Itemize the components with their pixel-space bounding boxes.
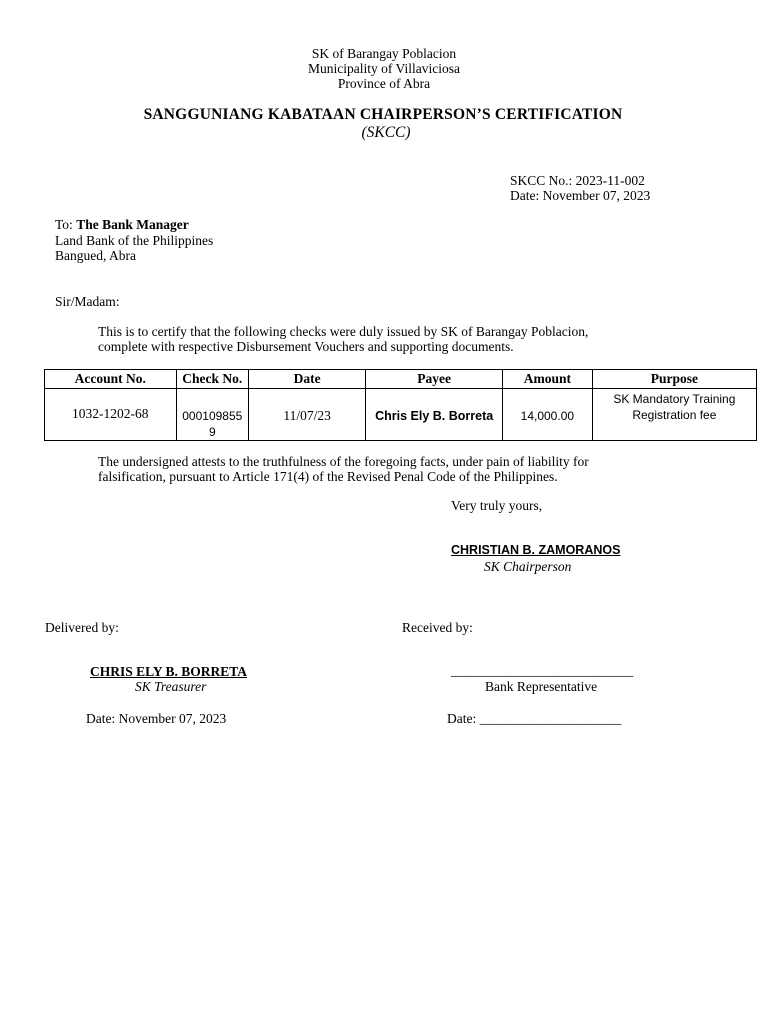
cell-date: [249, 389, 366, 441]
check-no-line-2: 9: [208, 425, 216, 439]
addressee-name: The Bank Manager: [76, 217, 189, 232]
addressee-location: Bangued, Abra: [55, 248, 136, 263]
purpose-line-2: Registration fee: [632, 408, 717, 422]
col-account-no: Account No.: [45, 370, 177, 389]
received-date: Date: _____________________: [447, 711, 622, 726]
salutation: Sir/Madam:: [55, 294, 120, 309]
municipality: Municipality of Villaviciosa: [308, 61, 460, 76]
signatory-name: CHRISTIAN B. ZAMORANOS: [451, 543, 621, 557]
col-amount: Amount: [502, 370, 592, 389]
document-title: SANGGUNIANG KABATAAN CHAIRPERSON’S CERTIFICATION: [143, 106, 623, 123]
document-subtitle: (SKCC): [361, 124, 411, 141]
table-row: [45, 389, 757, 441]
skcc-date: Date: November 07, 2023: [510, 188, 651, 203]
delivered-date: Date: November 07, 2023: [86, 711, 227, 726]
attest-line-2: falsification, pursuant to Article 171(4) of the Revised Penal Code of the Philippines.: [98, 469, 558, 484]
account-no-value: 1032-1202-68: [72, 406, 149, 421]
closing: Very truly yours,: [451, 498, 543, 513]
cell-payee: [366, 389, 503, 441]
treasurer-name: CHRIS ELY B. BORRETA: [90, 664, 248, 679]
col-date: Date: [249, 370, 366, 389]
skcc-number: SKCC No.: 2023-11-002: [510, 173, 645, 188]
cell-account-no: [45, 389, 177, 441]
payee-value: Chris Ely B. Borreta: [375, 409, 494, 423]
signatory-position: SK Chairperson: [484, 559, 572, 574]
bank-rep-signature-line: ___________________________: [451, 663, 634, 678]
amount-value: 14,000.00: [520, 409, 575, 423]
bank-rep-position: Bank Representative: [485, 679, 598, 694]
cell-check-no: [176, 389, 248, 441]
received-by-label: Received by:: [402, 620, 473, 635]
purpose-line-1: SK Mandatory Training: [613, 392, 736, 406]
addressee-bank: Land Bank of the Philippines: [55, 233, 214, 248]
col-payee: Payee: [366, 370, 503, 389]
org-name: SK of Barangay Poblacion: [311, 46, 457, 61]
cell-amount: [502, 389, 592, 441]
cell-purpose: [592, 389, 756, 441]
intro-line-2: complete with respective Disbursement Vouchers and supporting documents.: [98, 339, 514, 354]
attest-line-1: The undersigned attests to the truthfulness of the foregoing facts, under pain of liability for: [98, 454, 589, 469]
treasurer-position: SK Treasurer: [135, 679, 207, 694]
col-purpose: Purpose: [592, 370, 756, 389]
date-value: 11/07/23: [283, 408, 331, 423]
col-check-no: Check No.: [176, 370, 248, 389]
addressee-line: [55, 217, 189, 232]
delivered-by-label: Delivered by:: [45, 620, 119, 635]
check-no-line-1: 000109855: [182, 409, 243, 423]
intro-line-1: This is to certify that the following checks were duly issued by SK of Barangay Poblacion,: [98, 324, 589, 339]
to-label: To:: [55, 217, 77, 232]
province: Province of Abra: [337, 76, 431, 91]
checks-table: [44, 369, 757, 441]
table-header-row: [45, 370, 757, 389]
